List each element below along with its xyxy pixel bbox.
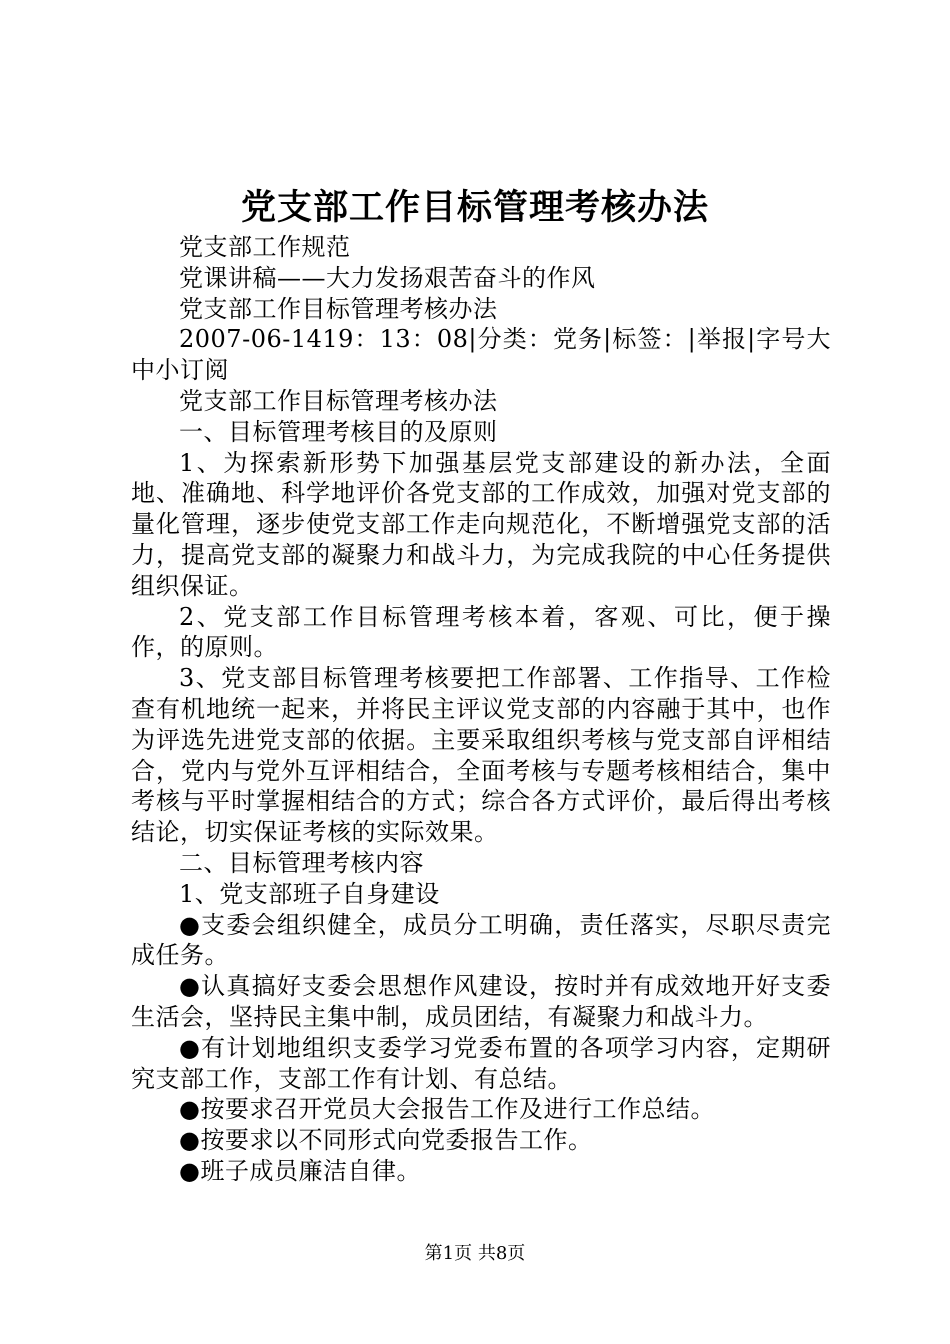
paragraph: 2007-06-1419：13：08|分类：党务|标签：|举报|字号大中小订阅 [131, 325, 831, 385]
paragraph: 党支部工作目标管理考核办法 [179, 294, 498, 323]
paragraph: 党支部工作规范 [179, 233, 351, 261]
document-body [131, 232, 831, 1187]
paragraph: 3、党支部目标管理考核要把工作部署、工作指导、工作检查有机地统一起来，并将民主评议党支部的内容融于其中，也作为评选先进党支部的依据。主要采取组织考核与党支部自评相结合，党内与党外互评相结合，全面考核与专题考核相结合，集中考核与平时掌握相结合的方式；综合各方式评价，最后得出考核结论，切实保证考核的实际效果。 [131, 664, 831, 847]
section-heading: 二、目标管理考核内容 [179, 848, 424, 877]
section-heading: 一、目标管理考核目的及原则 [179, 417, 498, 446]
bullet-item: ●班子成员廉洁自律。 [179, 1156, 421, 1185]
page-footer: 第1页 共8页 [424, 1243, 526, 1264]
bullet-item: ●有计划地组织支委学习党委布置的各项学习内容，定期研究支部工作，支部工作有计划、有总结。 [131, 1033, 831, 1093]
bullet-item: ●认真搞好支委会思想作风建设，按时并有成效地开好支委生活会，坚持民主集中制，成员团结，有凝聚力和战斗力。 [131, 972, 831, 1031]
bullet-item: ●按要求召开党员大会报告工作及进行工作总结。 [179, 1095, 715, 1124]
paragraph: 党支部工作目标管理考核办法 [179, 386, 498, 415]
paragraph: 1、为探索新形势下加强基层党支部建设的新办法，全面地、准确地、科学地评价各党支部的工作成效，加强对党支部的量化管理，逐步使党支部工作走向规范化，不断增强党支部的活力，提高党支部的凝聚力和战斗力，为完成我院的中心任务提供组织保证。 [131, 448, 831, 600]
paragraph: 2、党支部工作目标管理考核本着，客观、可比，便于操作，的原则。 [131, 602, 831, 662]
paragraph: 党课讲稿——大力发扬艰苦奋斗的作风 [179, 263, 596, 292]
subsection-heading: 1、党支部班子自身建设 [179, 879, 440, 908]
bullet-item: ●按要求以不同形式向党委报告工作。 [179, 1126, 593, 1155]
bullet-item: ●支委会组织健全，成员分工明确，责任落实，尽职尽责完成任务。 [131, 910, 831, 970]
document-title: 党支部工作目标管理考核办法 [240, 187, 709, 228]
